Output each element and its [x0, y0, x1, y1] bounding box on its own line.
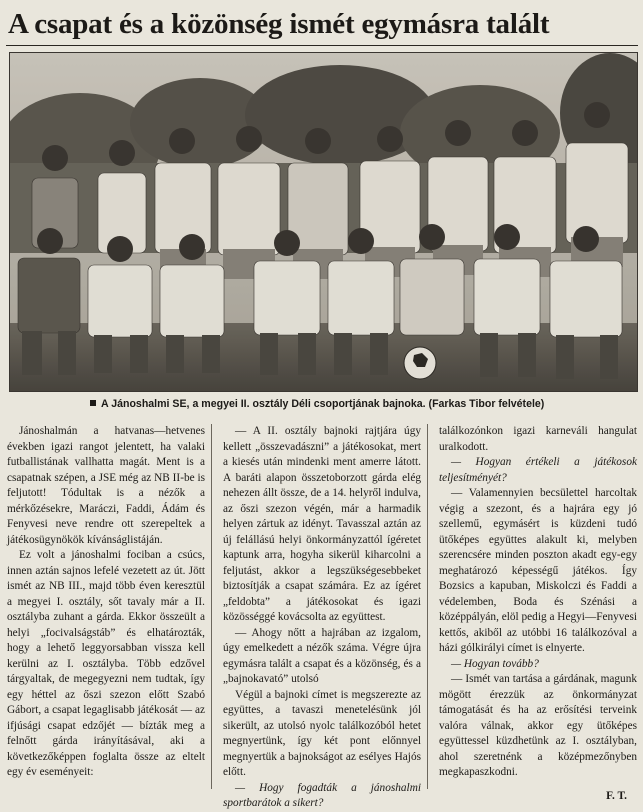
caption-text: A Jánoshalmi SE, a megyei II. osztály Déli csoportjának bajnoka. (Farkas Tibor felvétele): [101, 398, 545, 410]
interview-question: — Hogyan tovább?: [451, 657, 539, 670]
interview-question: — Hogyan értékeli a játékosok teljesítményét?: [439, 456, 637, 484]
article-column-3: [439, 424, 637, 804]
article-paragraph: találkozónkon igazi karneváli hangulat uralkodott.: [439, 425, 637, 453]
interview-question: — Hogy fogadták a jánoshalmi sportbarátok a sikert?: [223, 781, 421, 809]
headline-rule: [6, 45, 638, 46]
photo-caption: [90, 397, 630, 411]
article-paragraph: — Ahogy nőtt a hajrában az izgalom, úgy emelkedett a nézők száma. Végre újra egymásra talált a csapat és a közönség, és a „bajnokavató” utolsó: [223, 626, 421, 685]
article-paragraph: Végül a bajnoki címet is megszerezte az együttes, a tavaszi menetelésünk jól sikerült, az utolsó nyolc találkozóból hetet megnyertünk, így két pont előnnyel megnyertük a bajnokságot az esélyes Hajós előtt.: [223, 688, 421, 778]
article-paragraph: Ez volt a jánoshalmi fociban a csúcs, innen aztán sajnos lefelé vezetett az út. Jött ismét az NB III., majd több éven keresztül a megyei I. osztály, sőt tavaly már a II. osztályba zuhant a gárda. Ekkor összeült a helyi „focivalságstáb” és elhatározták, hogy a lehető leggyorsabban vissza kell kerülni az I. osztályba. Több edzővel tárgyaltak, de megegyezni nem tudtak, így egy héttel az őszi szezon előtt Szabó Gábort, a csapat legaglisabb játékosát — az ifjúsági csapat edzőjét — bízták meg a felnőtt gárda irányításával, aki a következőképpen foglalta össze az eltelt egy év eseményeit:: [7, 549, 205, 778]
article-paragraph: — A II. osztály bajnoki rajtjára úgy kellett „összevadászni” a játékosokat, mert a kiesés után mindenki ment amerre látott. A baráti alapon összetoborzott gárda elég nehezen állt össze, de a 14. helyről indulva, az őszi szezon végén, már a harmadik helyen zártuk az idényt. Tavasszal aztán az új felállású helyi önkormányzattól ígéretet kaptunk arra, hogyha sikerül kiharcolni a feljutást, akkor a legszükségesebbeket biztosítják a csapat számára. Ez az ígéret „feldobta” a játékosokat és igazi közösséggé kovácsolta az együttest.: [223, 425, 421, 623]
article-paragraph: — Valamennyien becsülettel harcoltak végig a szezont, és a hajrára egy jó szellemű, egymásért is küzdeni tudó ütőképes együttes alakult ki, melyben szerencsére minden poszton akadt egy-egy meghatározó képességű játékos. Így Bozsics a kapuban, Miskolczi és Faddi a védelemben, Boda és Szénási a középpályán, elöl pedig a Hegyi—Fenyvesi kettős, akiből az utóbbi 16 találkozóval a házi gólkirályi címet is elnyerte.: [439, 487, 637, 654]
article-body: [7, 424, 637, 809]
caption-bullet-icon: [90, 400, 96, 406]
article-paragraph: Jánoshalmán a hatvanas—hetvenes években igazi rangot jelentett, ha valaki futballistának vallhatta magát. Ment is a csapatnak szépen, a JSE még az NB II-be is feljutott! Tódultak is a nézők a mérkőzésekre, Maráczi, Faddi, Ádám és Fenyvesi neve rendre ott szerepeltek a játékosügynökök kívánságlistáján.: [7, 425, 205, 546]
author-signature: F. T.: [606, 789, 627, 802]
article-paragraph: — Ismét van tartása a gárdának, magunk mögött érezzük az önkormányzat támogatását és ha az erősítési terveink valóra válnak, akkor egy ütőképes együttessel küzdhetünk az I. osztályban, ahol szeretnénk a középmezőnyben megkapaszkodni.: [439, 673, 637, 778]
headline: A csapat és a közönség ismét egymásra talált: [8, 8, 550, 40]
article-column-1: [7, 424, 205, 781]
team-photo: [9, 52, 638, 392]
article-column-2: [223, 424, 421, 812]
